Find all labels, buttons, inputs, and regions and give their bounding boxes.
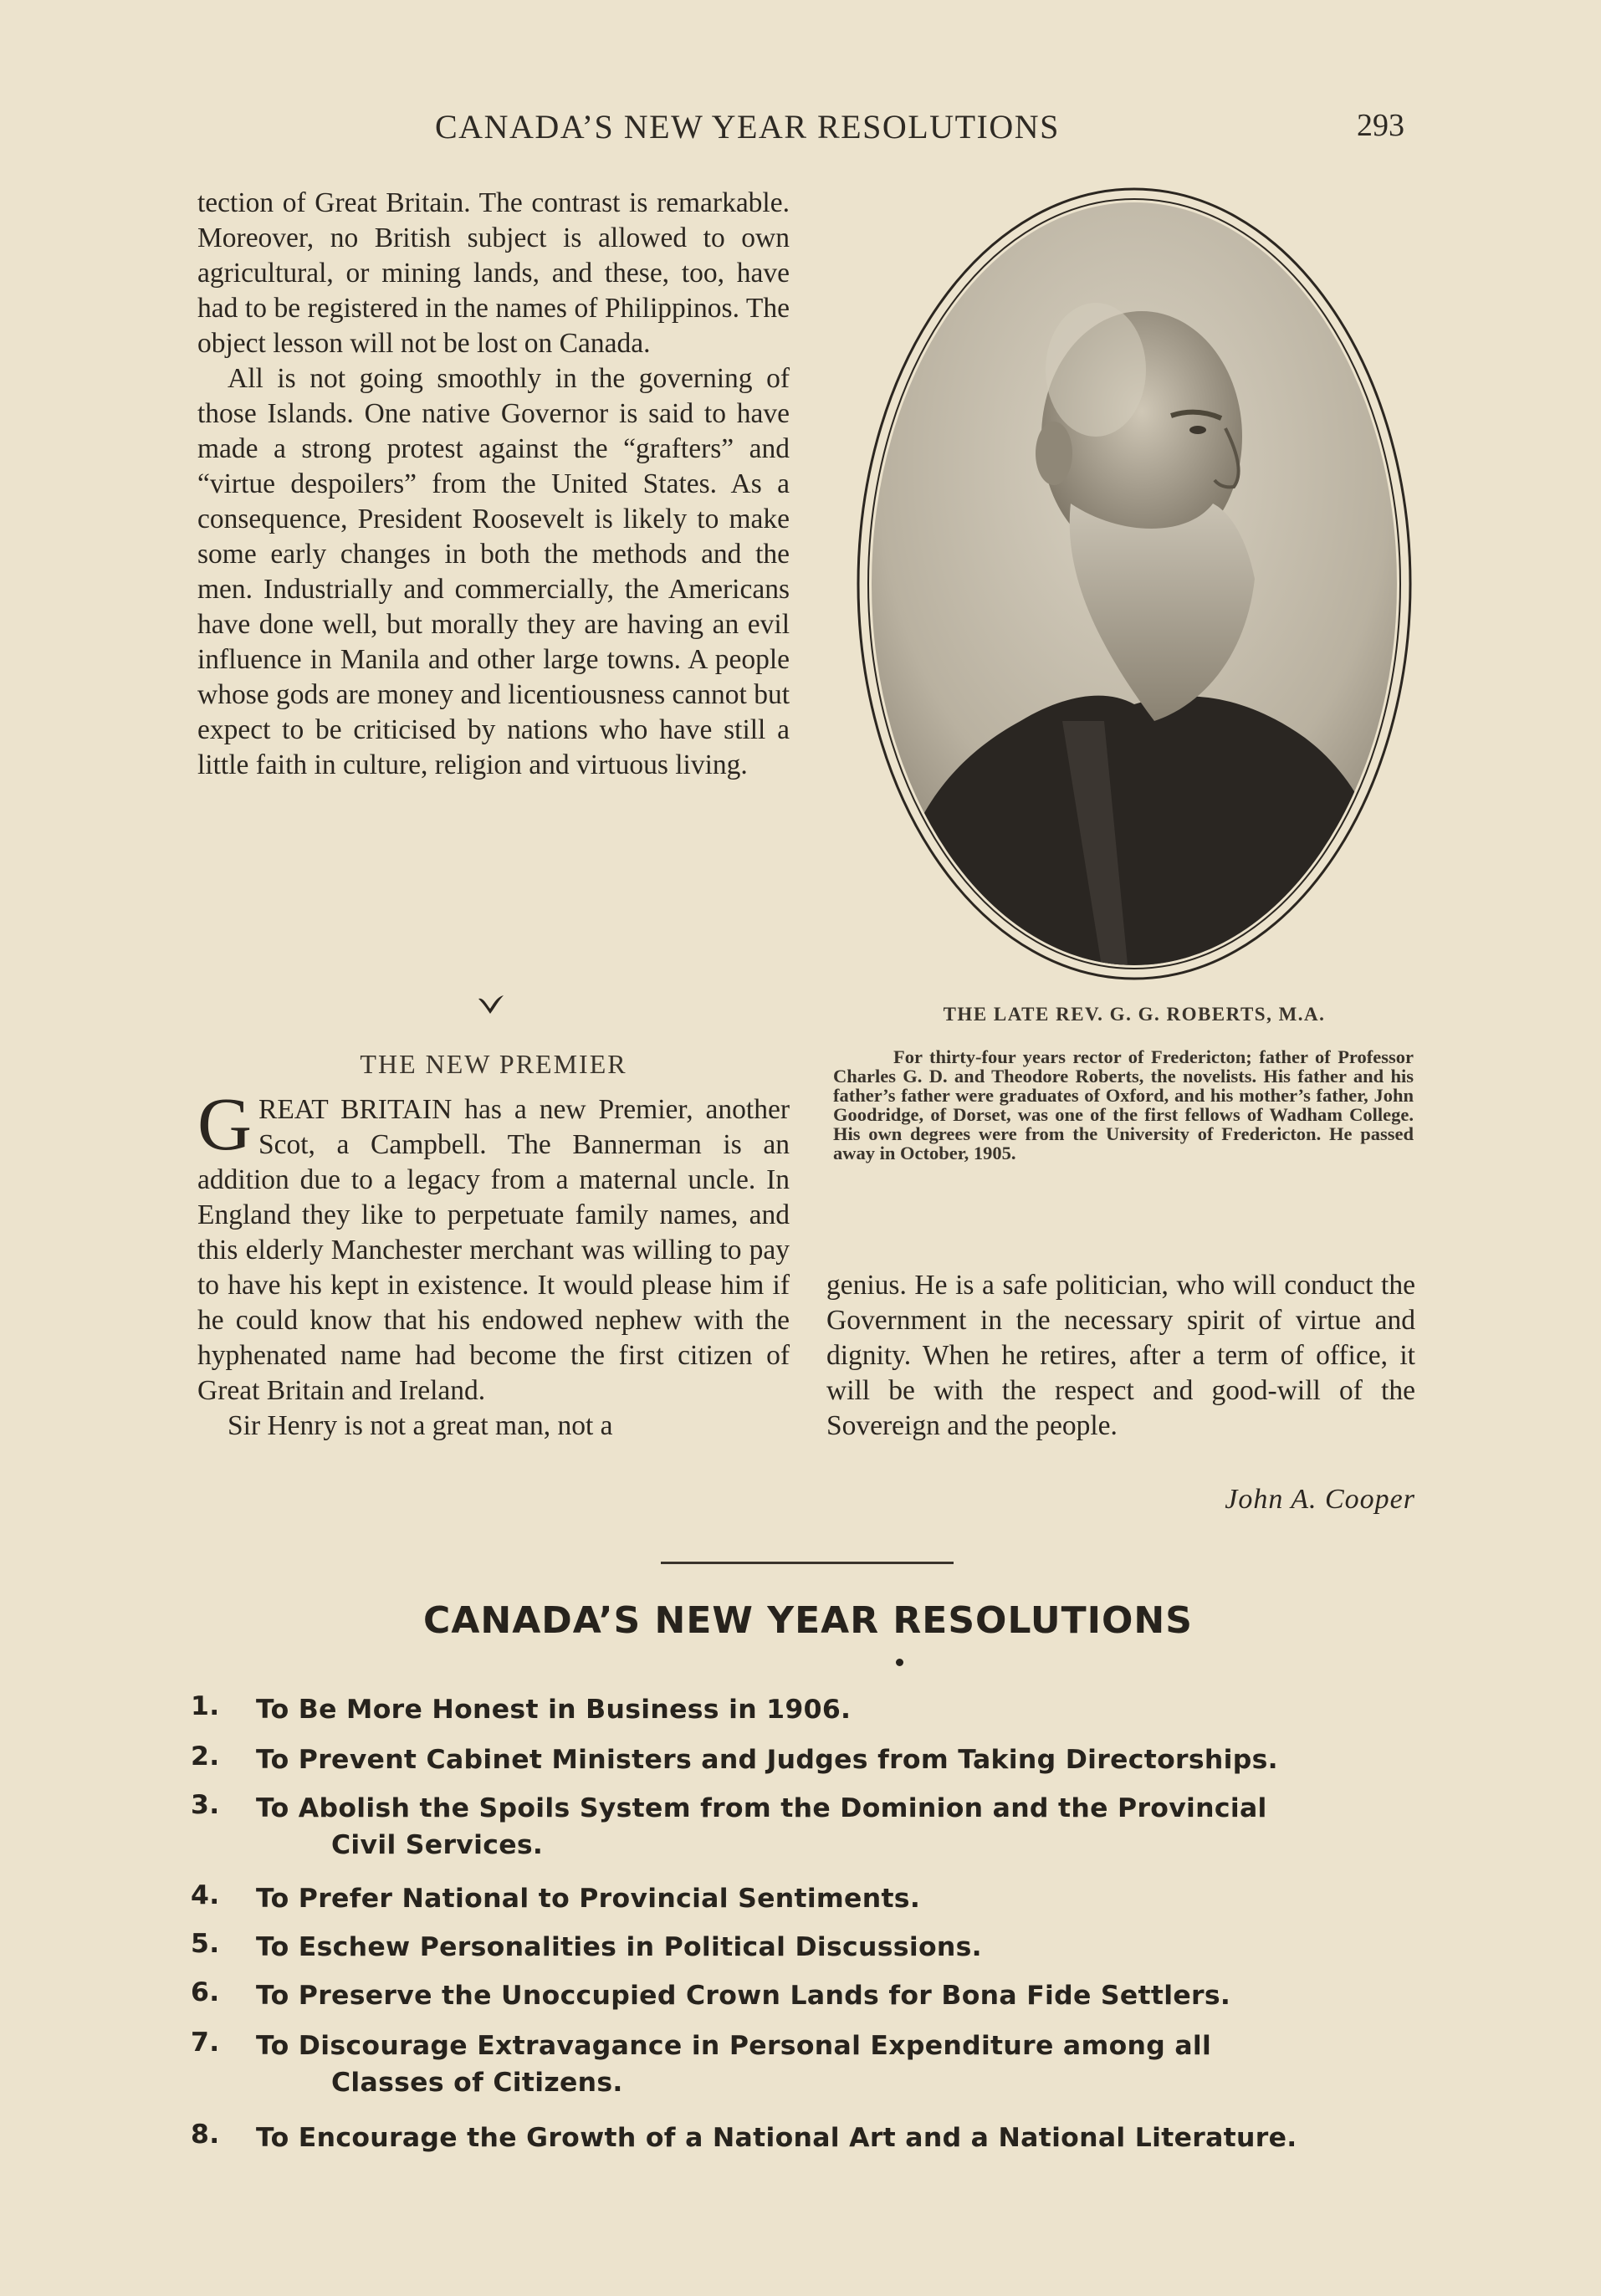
running-title: CANADA’S NEW YEAR RESOLUTIONS <box>435 108 1060 146</box>
resolution-number: 6. <box>191 1977 220 2007</box>
resolution-line-1: To Discourage Extravagance in Personal Expenditure among all <box>256 2031 1212 2061</box>
drop-cap: G <box>197 1083 252 1166</box>
resolution-text: To Prefer National to Provincial Sentiments. <box>256 1884 921 1914</box>
paragraph-2: All is not going smoothly in the governing of those Islands. One native Governor is said to have made a strong protest against the “grafters” and “virtue despoilers” from the United States. As a consequence, President Roosevelt is likely to make some early changes in both the methods and the men. Industrially and commercially, the Americans have done well, but morally they are having an evil influence in Manila and other large towns. A people whose gods are money and licentiousness cannot but expect to be criticised by nations who have still a little faith in culture, religion and virtuous living. <box>197 363 790 780</box>
premier-paragraph-1-text: REAT BRITAIN has a new Premier, another Scot, a Campbell. The Bannerman is an addition due to a legacy from a maternal uncle. In England they like to perpetuate family names, and this elderly Manchester merchant was willing to pay to have his kept in existence. It would please him if he could know that his endowed nephew with the hyphenated name had become the first citizen of Great Britain and Ireland. <box>197 1094 790 1406</box>
page-number: 293 <box>1357 108 1404 143</box>
resolutions-title: CANADA’S NEW YEAR RESOLUTIONS <box>423 1599 1193 1642</box>
resolution-line-1: To Abolish the Spoils System from the Dominion and the Provincial <box>256 1793 1267 1823</box>
resolution-line-2: Classes of Citizens. <box>331 2068 623 2098</box>
resolution-number: 5. <box>191 1929 220 1959</box>
left-column-text <box>197 186 790 783</box>
premier-paragraph-continued: genius. He is a safe politician, who will conduct the Government in the necessary spirit of virtue and dignity. When he retires, after a term of office, it will be with the respect and good-will of the Sovereign and the people. <box>826 1270 1415 1441</box>
premier-paragraph-1 <box>197 1083 790 1409</box>
resolution-number: 1. <box>191 1691 220 1721</box>
resolution-text <box>256 1790 1417 1864</box>
right-column-text <box>826 1268 1415 1444</box>
resolution-text: To Encourage the Growth of a National Art and a National Literature. <box>256 2123 1297 2153</box>
paragraph-1: tection of Great Britain. The contrast is remarkable. Moreover, no British subject is allowed to own agricultural, or mining lands, and these, too, have had to be registered in the names of Philippinos. The object lesson will not be lost on Canada. <box>197 187 790 359</box>
author-signature: John A. Cooper <box>1225 1484 1415 1515</box>
resolution-number: 8. <box>191 2120 220 2150</box>
divider-rule <box>661 1562 954 1564</box>
section-ornament-icon <box>475 992 505 1017</box>
resolution-number: 4. <box>191 1880 220 1910</box>
resolution-text: To Preserve the Unoccupied Crown Lands for Bona Fide Settlers. <box>256 1981 1231 2011</box>
running-head <box>0 107 1601 149</box>
portrait-photo <box>853 186 1415 982</box>
title-bullet-icon <box>896 1659 903 1666</box>
resolution-number: 7. <box>191 2028 220 2058</box>
premier-text <box>197 1083 790 1444</box>
resolution-text: To Prevent Cabinet Ministers and Judges from Taking Directorships. <box>256 1745 1278 1775</box>
section-heading: THE NEW PREMIER <box>360 1049 627 1079</box>
resolution-number: 2. <box>191 1741 220 1772</box>
portrait-illustration <box>853 186 1415 982</box>
resolution-line-2: Civil Services. <box>331 1830 544 1860</box>
portrait-caption-body <box>833 1047 1414 1163</box>
resolution-text: To Be More Honest in Business in 1906. <box>256 1695 852 1725</box>
premier-paragraph-2: Sir Henry is not a great man, not a <box>228 1410 613 1441</box>
resolution-text: To Eschew Personalities in Political Discussions. <box>256 1932 982 1962</box>
portrait-caption-text: For thirty-four years rector of Fredericton; father of Professor Charles G. D. and Theodore Roberts, the novelists. His father and his father’s father were graduates of Oxford, and his mother’s father, John Goodridge, of Dorset, was one of the first fellows of Wadham College. His own degrees were from the University of Fredericton. He passed away in October, 1905. <box>833 1046 1414 1163</box>
portrait-caption-title: THE LATE REV. G. G. ROBERTS, M.A. <box>943 1004 1326 1025</box>
resolution-number: 3. <box>191 1790 220 1820</box>
resolution-text <box>256 2028 1417 2101</box>
